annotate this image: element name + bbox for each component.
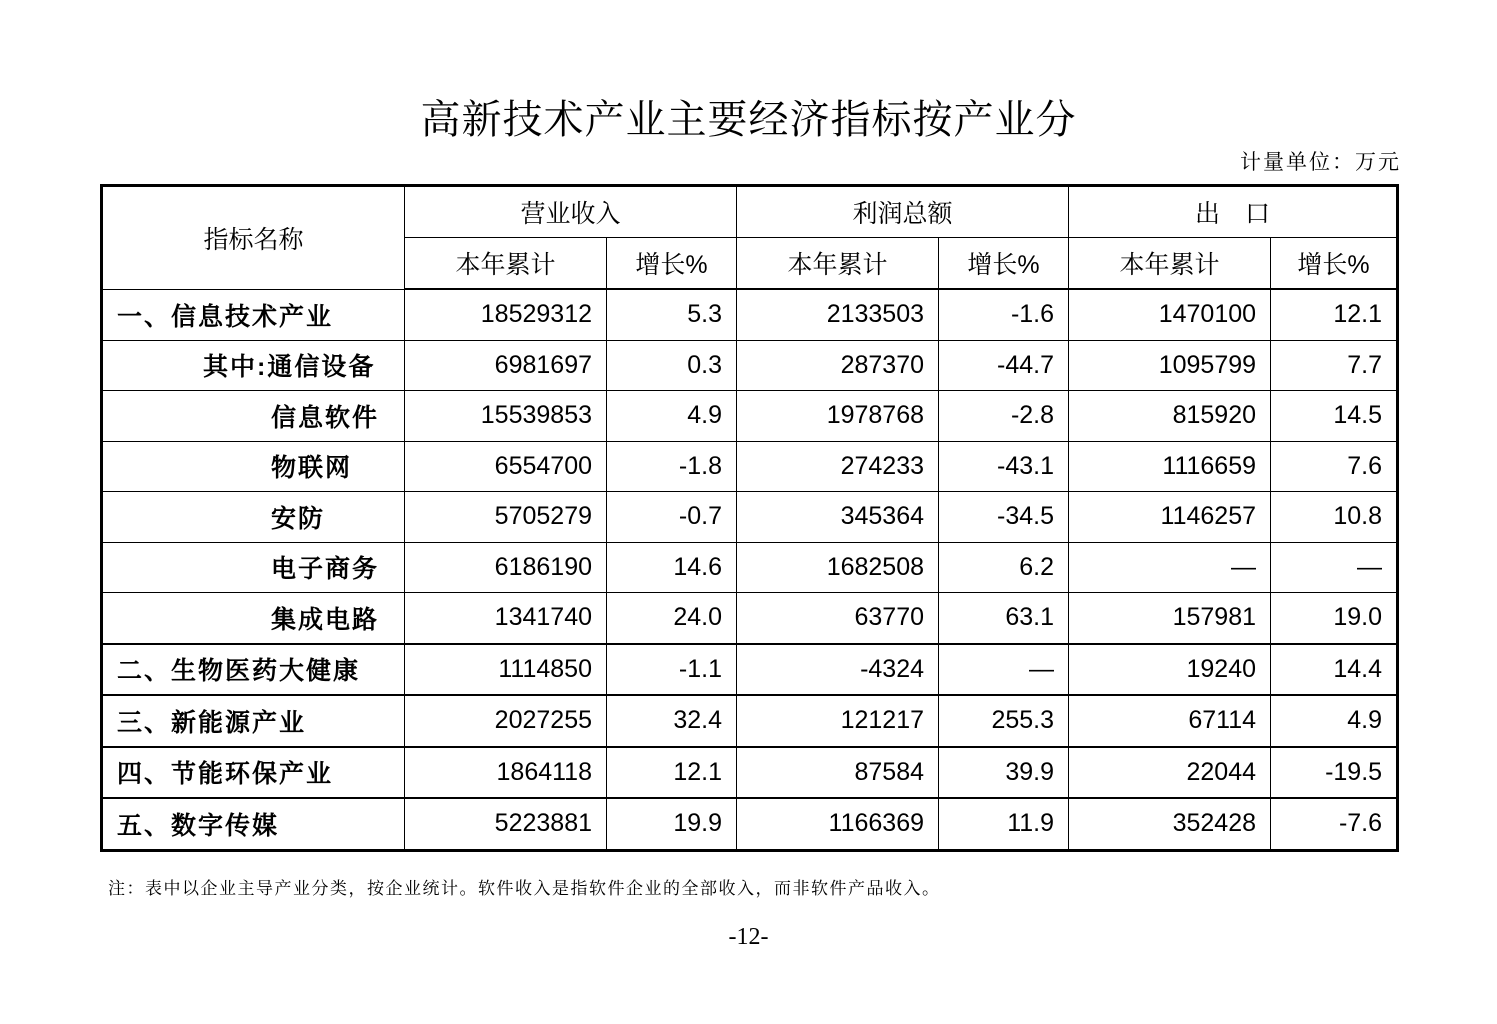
profit-current-cell: 121217 <box>737 695 939 747</box>
revenue-current-cell: 1864118 <box>405 747 607 799</box>
export-growth-cell: 14.5 <box>1271 391 1398 442</box>
table-row <box>102 340 1398 391</box>
revenue-current-cell: 1341740 <box>405 593 607 644</box>
header-export: 出 口 <box>1069 186 1398 238</box>
export-growth-cell: -19.5 <box>1271 747 1398 799</box>
profit-growth-cell: -43.1 <box>939 441 1069 492</box>
export-growth-cell: 14.4 <box>1271 644 1398 696</box>
table-row <box>102 441 1398 492</box>
profit-current-cell: -4324 <box>737 644 939 696</box>
export-current-cell: 1146257 <box>1069 492 1271 543</box>
profit-current-cell: 345364 <box>737 492 939 543</box>
row-name: 集成电路 <box>102 593 405 644</box>
export-current-cell: 19240 <box>1069 644 1271 696</box>
revenue-current-cell: 5223881 <box>405 798 607 850</box>
export-current-cell: 67114 <box>1069 695 1271 747</box>
profit-growth-cell: 255.3 <box>939 695 1069 747</box>
export-current-cell: 1116659 <box>1069 441 1271 492</box>
revenue-growth-cell: -0.7 <box>607 492 737 543</box>
revenue-current-cell: 5705279 <box>405 492 607 543</box>
revenue-current-cell: 6981697 <box>405 340 607 391</box>
header-profit-growth: 增长% <box>939 237 1069 289</box>
export-growth-cell: 4.9 <box>1271 695 1398 747</box>
row-name: 二、生物医药大健康 <box>102 644 405 696</box>
indicator-table <box>100 184 1399 852</box>
table-row <box>102 695 1398 747</box>
table-row <box>102 798 1398 850</box>
revenue-current-cell: 18529312 <box>405 289 607 340</box>
export-growth-cell: 7.6 <box>1271 441 1398 492</box>
row-name: 安防 <box>102 492 405 543</box>
revenue-growth-cell: 4.9 <box>607 391 737 442</box>
header-revenue-current: 本年累计 <box>405 237 607 289</box>
header-revenue: 营业收入 <box>405 186 737 238</box>
export-growth-cell: — <box>1271 542 1398 593</box>
table-row <box>102 492 1398 543</box>
revenue-growth-cell: 24.0 <box>607 593 737 644</box>
profit-growth-cell: 63.1 <box>939 593 1069 644</box>
profit-growth-cell: — <box>939 644 1069 696</box>
profit-current-cell: 1166369 <box>737 798 939 850</box>
profit-current-cell: 87584 <box>737 747 939 799</box>
row-name: 其中:通信设备 <box>102 340 405 391</box>
revenue-current-cell: 1114850 <box>405 644 607 696</box>
export-growth-cell: 12.1 <box>1271 289 1398 340</box>
profit-growth-cell: -1.6 <box>939 289 1069 340</box>
table-row <box>102 747 1398 799</box>
unit-label: 计量单位：万元 <box>1240 150 1401 174</box>
header-export-current: 本年累计 <box>1069 237 1271 289</box>
revenue-growth-cell: 5.3 <box>607 289 737 340</box>
table-row <box>102 391 1398 442</box>
export-current-cell: 815920 <box>1069 391 1271 442</box>
export-current-cell: 352428 <box>1069 798 1271 850</box>
header-revenue-growth: 增长% <box>607 237 737 289</box>
row-name: 信息软件 <box>102 391 405 442</box>
profit-current-cell: 63770 <box>737 593 939 644</box>
revenue-growth-cell: 0.3 <box>607 340 737 391</box>
row-name: 四、节能环保产业 <box>102 747 405 799</box>
table-row <box>102 593 1398 644</box>
revenue-current-cell: 15539853 <box>405 391 607 442</box>
header-profit: 利润总额 <box>737 186 1069 238</box>
revenue-current-cell: 6554700 <box>405 441 607 492</box>
export-growth-cell: 7.7 <box>1271 340 1398 391</box>
export-growth-cell: 10.8 <box>1271 492 1398 543</box>
revenue-current-cell: 6186190 <box>405 542 607 593</box>
row-name: 五、数字传媒 <box>102 798 405 850</box>
revenue-growth-cell: 12.1 <box>607 747 737 799</box>
row-name: 电子商务 <box>102 542 405 593</box>
header-export-growth: 增长% <box>1271 237 1398 289</box>
revenue-growth-cell: -1.8 <box>607 441 737 492</box>
table-row <box>102 542 1398 593</box>
page-title: 高新技术产业主要经济指标按产业分 <box>420 97 1077 143</box>
export-current-cell: 1470100 <box>1069 289 1271 340</box>
profit-growth-cell: 6.2 <box>939 542 1069 593</box>
header-row-1 <box>102 186 1398 238</box>
export-current-cell: 1095799 <box>1069 340 1271 391</box>
export-current-cell: — <box>1069 542 1271 593</box>
header-profit-current: 本年累计 <box>737 237 939 289</box>
footnote: 注：表中以企业主导产业分类，按企业统计。软件收入是指软件企业的全部收入，而非软件产品收入。 <box>108 879 941 899</box>
row-name: 一、信息技术产业 <box>102 289 405 340</box>
revenue-growth-cell: 14.6 <box>607 542 737 593</box>
profit-current-cell: 1978768 <box>737 391 939 442</box>
table-row <box>102 289 1398 340</box>
profit-growth-cell: 39.9 <box>939 747 1069 799</box>
revenue-growth-cell: -1.1 <box>607 644 737 696</box>
row-name: 三、新能源产业 <box>102 695 405 747</box>
export-growth-cell: 19.0 <box>1271 593 1398 644</box>
profit-growth-cell: -44.7 <box>939 340 1069 391</box>
profit-growth-cell: -2.8 <box>939 391 1069 442</box>
profit-growth-cell: -34.5 <box>939 492 1069 543</box>
profit-current-cell: 2133503 <box>737 289 939 340</box>
revenue-current-cell: 2027255 <box>405 695 607 747</box>
table-row <box>102 644 1398 696</box>
profit-growth-cell: 11.9 <box>939 798 1069 850</box>
header-indicator: 指标名称 <box>102 186 405 290</box>
page-number: -12- <box>728 924 769 950</box>
revenue-growth-cell: 32.4 <box>607 695 737 747</box>
profit-current-cell: 274233 <box>737 441 939 492</box>
profit-current-cell: 1682508 <box>737 542 939 593</box>
export-growth-cell: -7.6 <box>1271 798 1398 850</box>
profit-current-cell: 287370 <box>737 340 939 391</box>
export-current-cell: 157981 <box>1069 593 1271 644</box>
export-current-cell: 22044 <box>1069 747 1271 799</box>
row-name: 物联网 <box>102 441 405 492</box>
revenue-growth-cell: 19.9 <box>607 798 737 850</box>
